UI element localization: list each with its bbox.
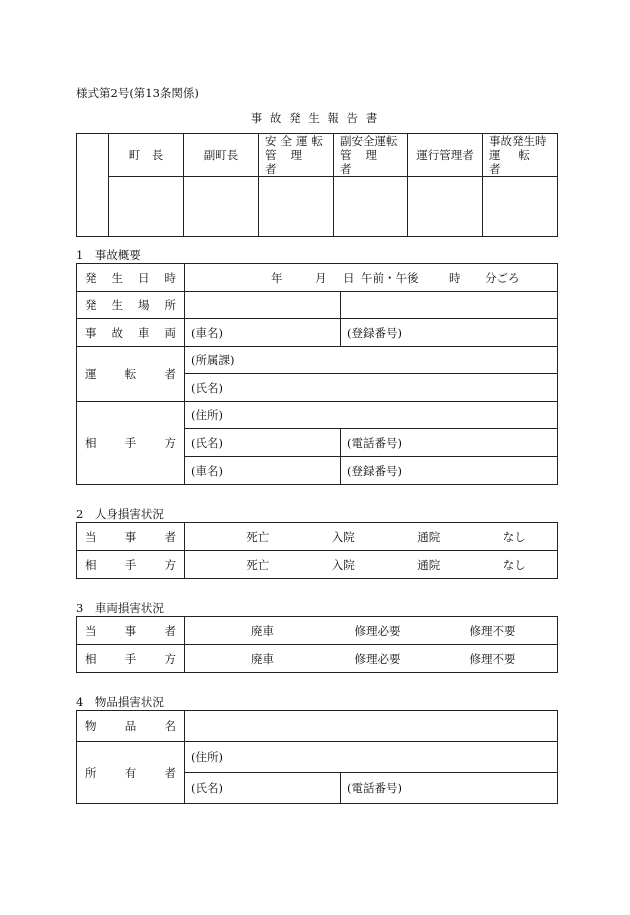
label-char: 発 <box>85 298 97 312</box>
label-char: 生 <box>111 270 123 285</box>
label-char: 者 <box>164 623 176 638</box>
approval-stamp-table <box>76 133 558 237</box>
driver-dept-field[interactable]: (所属課) <box>185 347 558 374</box>
other-phone-field[interactable]: (電話番号) <box>341 429 558 457</box>
dt-month: 月 <box>315 271 327 285</box>
document-title: 事 故 発 生 報 告 書 <box>250 111 380 125</box>
label-char: 者 <box>164 765 176 780</box>
label-char: 品 <box>124 719 137 733</box>
label-char: 事 <box>85 325 97 340</box>
injury-other-label <box>77 551 185 579</box>
label-char: 者 <box>164 529 176 544</box>
place-field-b[interactable] <box>341 292 558 319</box>
label-char: 者 <box>164 367 176 381</box>
label-char: 方 <box>164 436 176 450</box>
label-char: 方 <box>164 557 176 572</box>
other-party-label <box>77 402 185 485</box>
label-char: 方 <box>164 651 176 666</box>
vehicle-name-field[interactable]: (車名) <box>185 319 341 347</box>
stamp-cell-driver[interactable] <box>483 177 558 237</box>
label-char: 手 <box>124 651 137 666</box>
label-char: 事 <box>124 623 137 638</box>
injury-other-options[interactable] <box>185 551 558 579</box>
option[interactable]: 通院 <box>417 529 441 544</box>
label-char: 転 <box>124 367 137 381</box>
label-char: 生 <box>111 298 123 312</box>
owner-phone-field[interactable]: (電話番号) <box>341 773 558 804</box>
section2-heading: 2 人身損害状況 <box>76 507 164 521</box>
stamp-cell-mayor[interactable] <box>109 177 184 237</box>
label-char: 相 <box>85 436 97 450</box>
personal-injury-table <box>76 522 558 579</box>
dt-day: 日 <box>343 271 355 285</box>
vehicle-damage-table <box>76 616 558 673</box>
section3-heading: 3 車両損害状況 <box>76 601 164 615</box>
datetime-field[interactable] <box>185 264 558 292</box>
option[interactable]: 修理不要 <box>469 651 516 666</box>
approval-header-operation-manager: 運行管理者 <box>408 134 483 177</box>
label-char: 両 <box>164 325 176 340</box>
option[interactable]: 廃車 <box>251 651 274 666</box>
option[interactable]: 廃車 <box>251 623 274 638</box>
label-char: 手 <box>124 557 137 572</box>
label-char: 故 <box>111 325 123 340</box>
label-char: 当 <box>85 529 97 544</box>
option[interactable]: なし <box>502 529 526 544</box>
label-char: 運 <box>85 367 97 381</box>
approval-blank-cell <box>77 134 109 237</box>
label-char: 場 <box>138 298 150 312</box>
owner-label <box>77 742 185 804</box>
owner-name-field[interactable]: (氏名) <box>185 773 341 804</box>
label-char: 名 <box>164 719 176 733</box>
section4-heading: 4 物品損害状況 <box>76 695 164 709</box>
dt-hour: 時 <box>449 271 461 285</box>
label-char: 相 <box>85 557 97 572</box>
owner-address-field[interactable]: (住所) <box>185 742 558 773</box>
option[interactable]: 死亡 <box>246 529 270 544</box>
label-char: 時 <box>164 270 176 285</box>
dt-ampm: 午前・午後 <box>361 271 419 285</box>
dt-year: 年 <box>271 271 283 285</box>
vehicle-reg-field[interactable]: (登録番号) <box>341 319 558 347</box>
item-name-label <box>77 711 185 742</box>
stamp-cell-safety-manager[interactable] <box>259 177 334 237</box>
other-car-field[interactable]: (車名) <box>185 457 341 485</box>
option[interactable]: なし <box>502 557 526 572</box>
datetime-label <box>77 264 185 292</box>
option[interactable]: 死亡 <box>246 557 270 572</box>
damage-self-options[interactable] <box>185 617 558 645</box>
item-name-field[interactable] <box>185 711 558 742</box>
place-field-a[interactable] <box>185 292 341 319</box>
approval-header-vice-safety-manager: 副安全運転 管理者 <box>334 134 408 177</box>
option[interactable]: 入院 <box>331 529 355 544</box>
vehicle-label <box>77 319 185 347</box>
label-char: 相 <box>85 651 97 666</box>
damage-other-options[interactable] <box>185 645 558 673</box>
driver-label <box>77 347 185 402</box>
other-reg-field[interactable]: (登録番号) <box>341 457 558 485</box>
dt-minute: 分ごろ <box>485 271 520 285</box>
label-char: 車 <box>138 325 150 340</box>
label-char: 所 <box>164 298 176 312</box>
option[interactable]: 入院 <box>331 557 355 572</box>
label-char: 事 <box>124 529 137 544</box>
label-char: 手 <box>124 436 137 450</box>
other-address-field[interactable]: (住所) <box>185 402 558 429</box>
injury-self-label <box>77 523 185 551</box>
place-label <box>77 292 185 319</box>
section1-heading: 1 事故概要 <box>76 248 141 262</box>
approval-header-driver: 事故発生時 運転者 <box>483 134 558 177</box>
approval-header-mayor: 町 長 <box>109 134 184 177</box>
label-char: 有 <box>124 765 137 780</box>
other-name-field[interactable]: (氏名) <box>185 429 341 457</box>
label-char: 物 <box>85 719 97 733</box>
stamp-cell-deputy-mayor[interactable] <box>184 177 259 237</box>
driver-name-field[interactable]: (氏名) <box>185 374 558 402</box>
damage-other-label <box>77 645 185 673</box>
approval-header-safety-manager: 安全運転 管理者 <box>259 134 334 177</box>
option[interactable]: 通院 <box>417 557 441 572</box>
form-number-label: 様式第2号(第13条関係) <box>76 86 199 100</box>
label-char: 日 <box>138 270 150 285</box>
label-char: 所 <box>85 765 97 780</box>
label-char: 発 <box>85 270 97 285</box>
property-damage-table <box>76 710 558 804</box>
label-char: 当 <box>85 623 97 638</box>
injury-self-options[interactable] <box>185 523 558 551</box>
damage-self-label <box>77 617 185 645</box>
option[interactable]: 修理必要 <box>354 651 401 666</box>
stamp-cell-vice-safety-manager[interactable] <box>334 177 408 237</box>
option[interactable]: 修理不要 <box>469 623 516 638</box>
accident-overview-table <box>76 263 558 485</box>
stamp-cell-operation-manager[interactable] <box>408 177 483 237</box>
option[interactable]: 修理必要 <box>354 623 401 638</box>
approval-header-deputy-mayor: 副町長 <box>184 134 259 177</box>
